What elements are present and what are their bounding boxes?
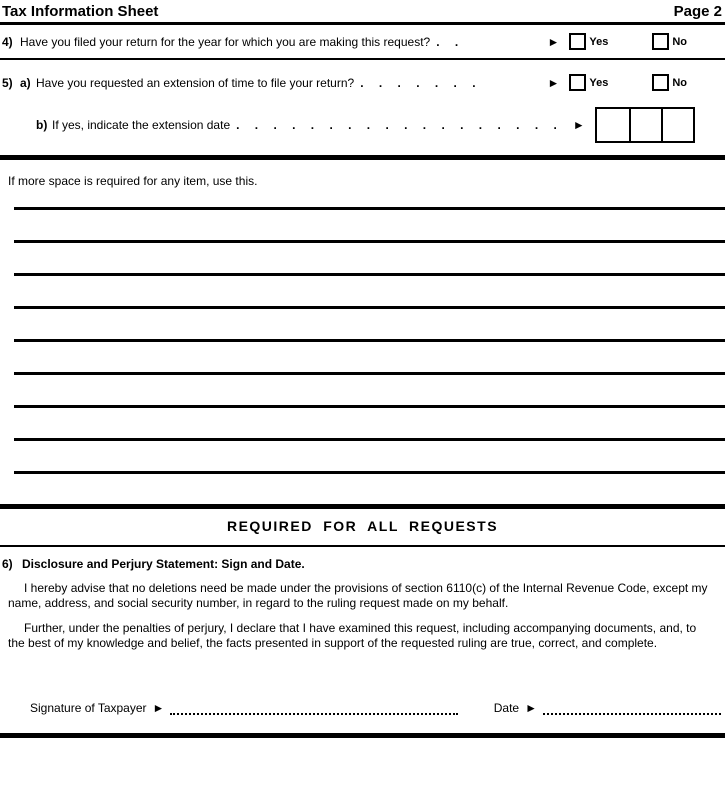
write-lines <box>0 207 725 474</box>
question-5b-letter: b) <box>36 118 48 132</box>
arrowhead-icon: ► <box>152 701 165 715</box>
question-5-block <box>0 60 725 160</box>
question-5a-row <box>0 60 725 91</box>
write-line[interactable] <box>14 405 725 408</box>
question-5a-text: Have you requested an extension of time to file your return? <box>36 75 355 90</box>
more-space-section <box>0 160 725 188</box>
write-line[interactable] <box>14 306 725 309</box>
page-header <box>0 0 725 25</box>
q5a-yes-label: Yes <box>589 76 609 89</box>
required-banner-title: REQUIRED FOR ALL REQUESTS <box>226 518 499 534</box>
extension-date-box[interactable] <box>597 109 629 141</box>
q4-yes-label: Yes <box>589 35 609 48</box>
question-5b-text: If yes, indicate the extension date <box>52 118 231 132</box>
q5a-no-label: No <box>672 76 687 89</box>
arrowhead-icon: ► <box>547 34 560 49</box>
question-5a-letter: a) <box>20 75 31 90</box>
perjury-paragraph-1: I hereby advise that no deletions need be made under the provisions of section 6110(c) of the Internal Revenue Code, except my name, address, and social security number, in regard to the ruling request made on my behalf. <box>8 581 708 610</box>
question-4-answer <box>537 33 725 50</box>
q4-no-label: No <box>672 35 687 48</box>
q4-yes-checkbox[interactable] <box>569 33 586 50</box>
leader-dots: . . <box>436 34 465 49</box>
question-6-number: 6) <box>2 557 13 571</box>
write-line[interactable] <box>14 273 725 276</box>
question-5a-answer <box>537 74 725 91</box>
date-input-line[interactable] <box>543 703 721 715</box>
bottom-rule <box>0 733 725 738</box>
leader-dots: . . . . . . . . . . . . . . . . . . <box>236 118 563 132</box>
page-number: Page 2 <box>673 3 722 20</box>
signature-label: Signature of Taxpayer <box>30 701 147 715</box>
question-4-text: Have you filed your return for the year for which you are making this request? <box>20 34 431 49</box>
write-line[interactable] <box>14 207 725 210</box>
perjury-paragraph-2: Further, under the penalties of perjury, I declare that I have examined this request, including accompanying documents, and, to the best of my knowledge and belief, the facts presented in support of the requested ruling are true, correct, and complete. <box>8 621 697 650</box>
extension-date-boxes <box>595 107 695 143</box>
question-5b-row <box>0 91 725 143</box>
page-title: Tax Information Sheet <box>2 3 159 20</box>
q4-no-checkbox[interactable] <box>652 33 669 50</box>
arrowhead-icon: ► <box>572 118 585 132</box>
required-banner <box>0 504 725 547</box>
write-line[interactable] <box>14 471 725 474</box>
write-line[interactable] <box>14 240 725 243</box>
signature-row <box>30 701 721 715</box>
extension-date-box[interactable] <box>661 109 693 141</box>
question-6-title: Disclosure and Perjury Statement: Sign and Date. <box>22 557 305 571</box>
question-5-number: 5) <box>2 75 13 90</box>
write-line[interactable] <box>14 438 725 441</box>
leader-dots: . . . . . . . <box>360 75 482 90</box>
more-space-instruction: If more space is required for any item, use this. <box>8 174 258 188</box>
date-label: Date <box>493 701 520 715</box>
signature-input-line[interactable] <box>170 703 457 715</box>
extension-date-box[interactable] <box>629 109 661 141</box>
q5a-no-checkbox[interactable] <box>652 74 669 91</box>
arrowhead-icon: ► <box>525 701 537 715</box>
write-line[interactable] <box>14 339 725 342</box>
question-6-heading <box>0 557 725 571</box>
write-line[interactable] <box>14 372 725 375</box>
arrowhead-icon: ► <box>547 75 560 90</box>
question-4-number: 4) <box>2 34 13 49</box>
question-4-row <box>0 25 725 60</box>
q5a-yes-checkbox[interactable] <box>569 74 586 91</box>
